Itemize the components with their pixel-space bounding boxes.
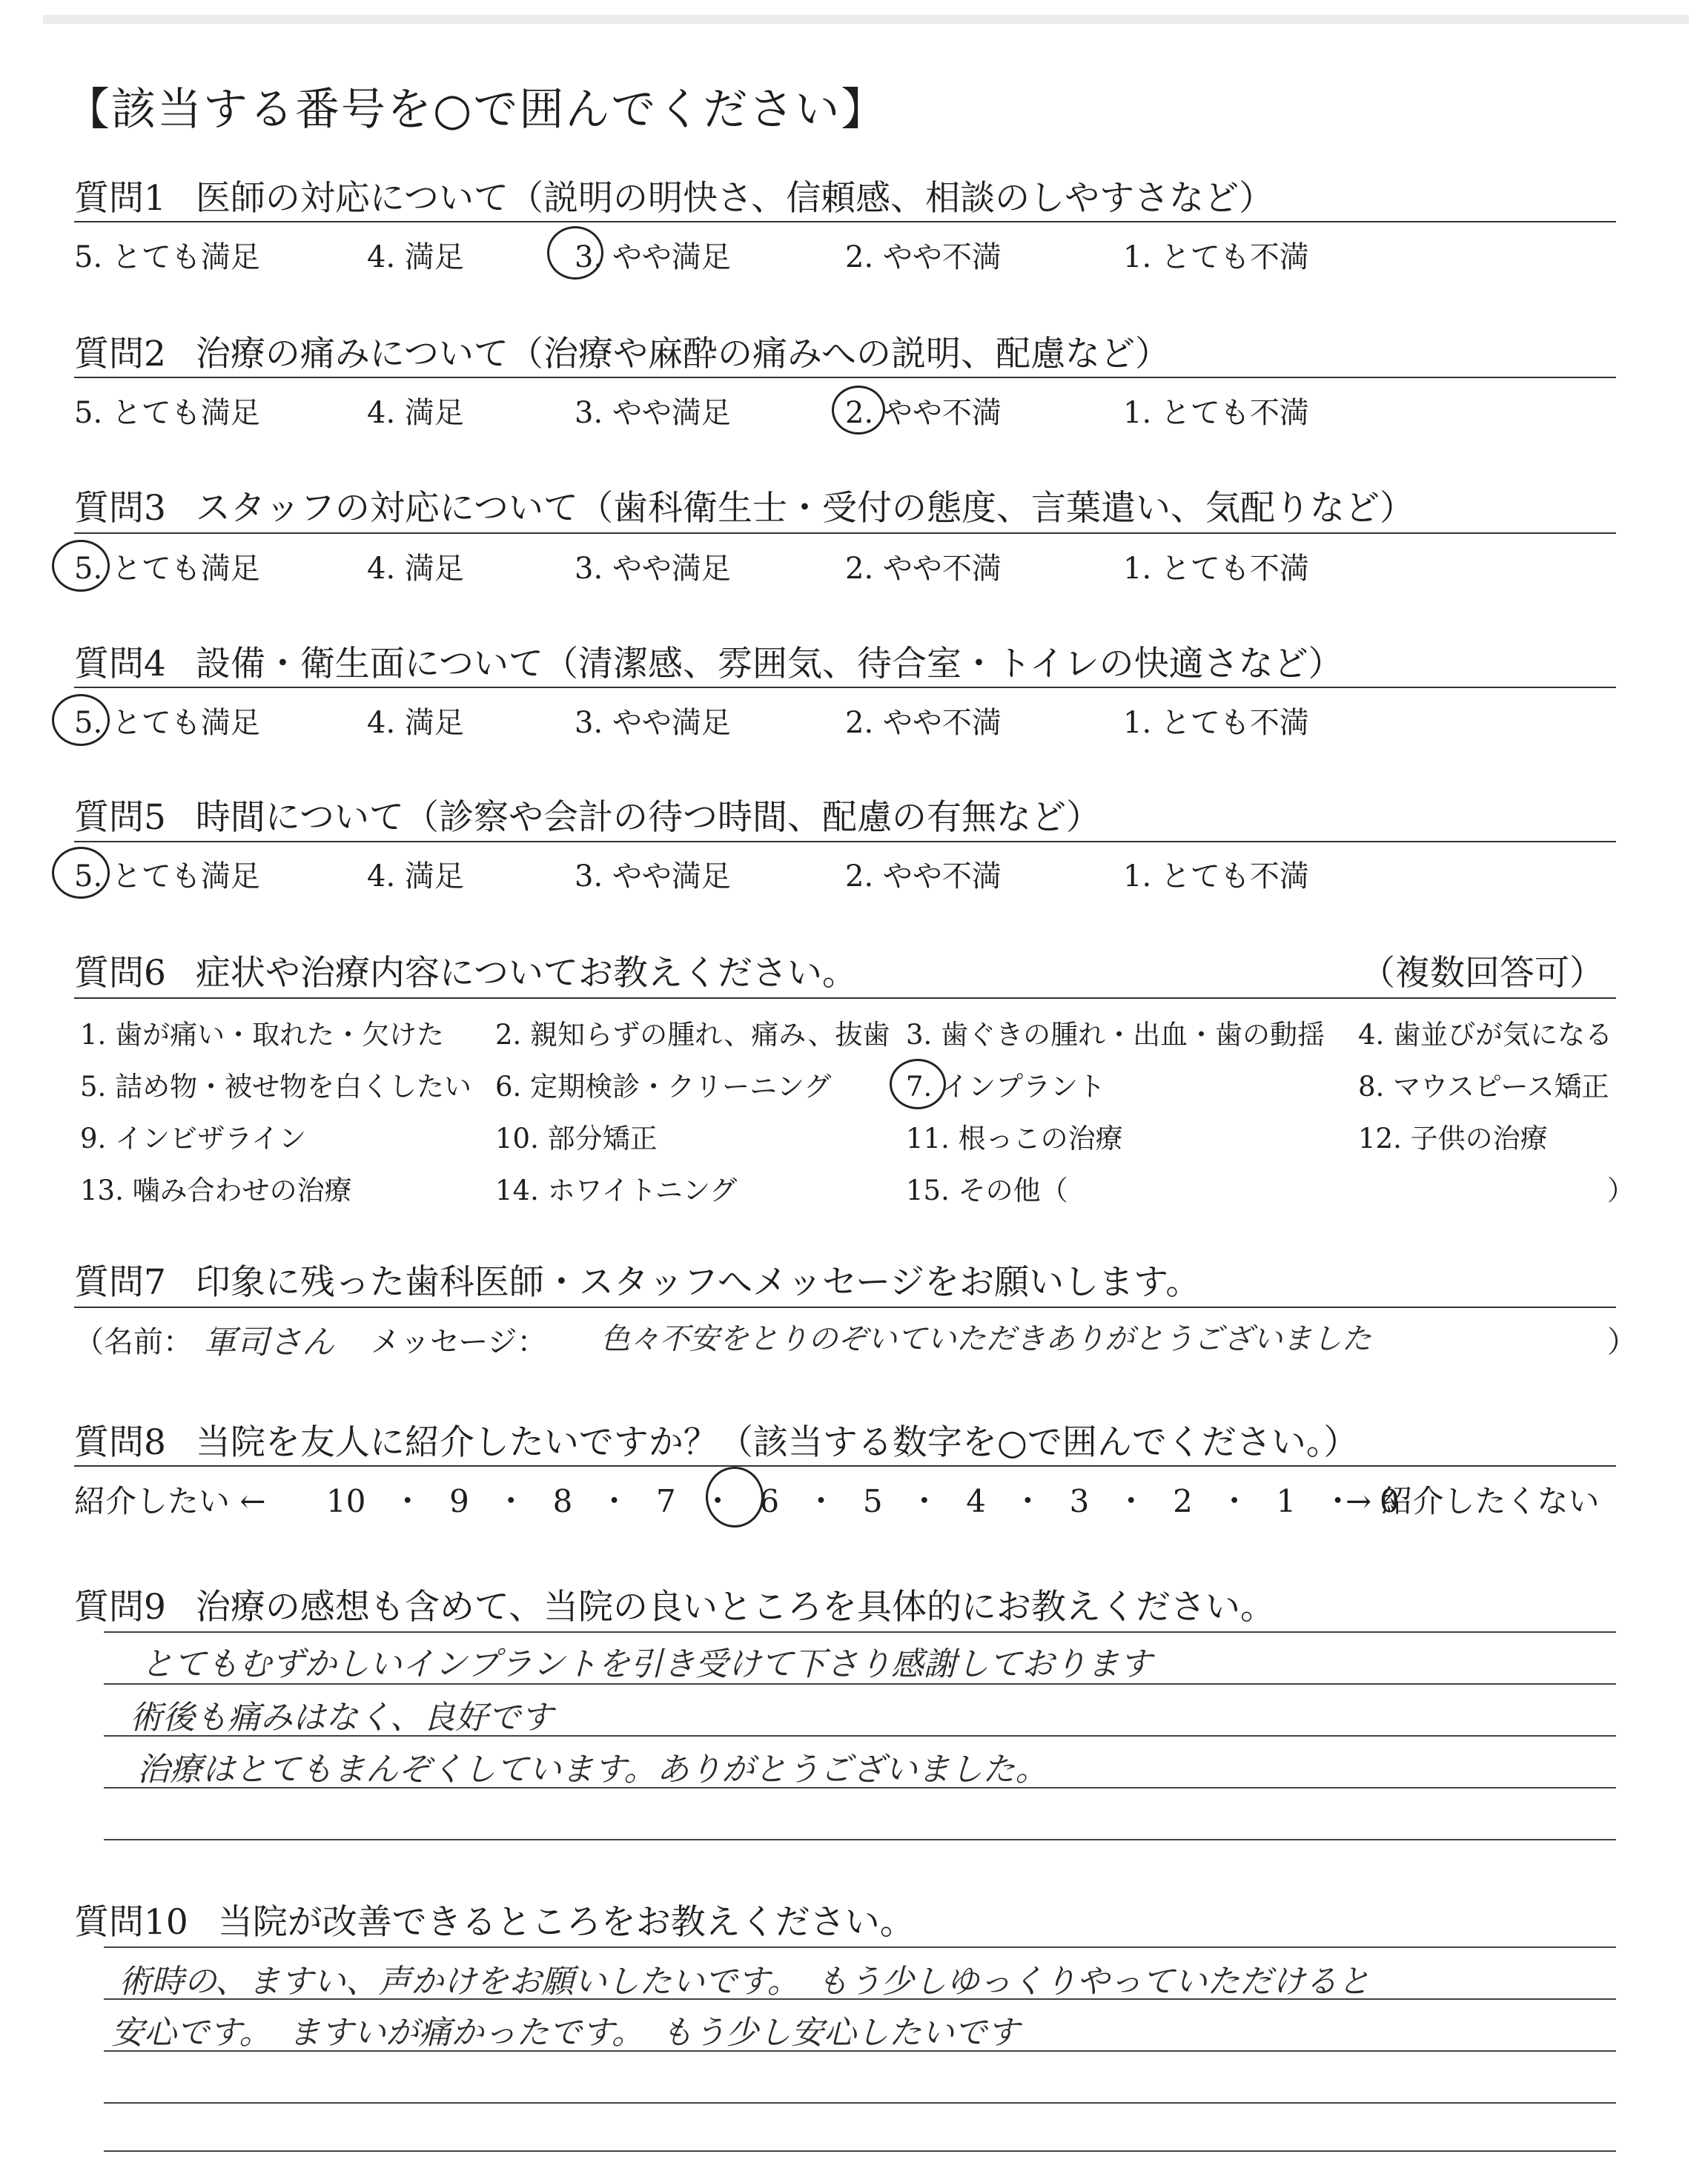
question-rule xyxy=(74,997,1616,999)
q6-item[interactable]: 8. マウスピース矯正 xyxy=(1358,1071,1609,1103)
q6-item[interactable]: 3. 歯ぐきの腫れ・出血・歯の動揺 xyxy=(906,1019,1325,1051)
q5-option-2[interactable]: 2. やや不満 xyxy=(845,859,1002,894)
message-label: メッセージ： xyxy=(371,1325,547,1359)
question-1 xyxy=(74,171,1274,220)
q2-option-1[interactable]: 1. とても不満 xyxy=(1123,396,1309,430)
question-2 xyxy=(74,326,1170,376)
question-number: 質問10 xyxy=(74,1902,188,1943)
q4-option-5[interactable]: 5. とても満足 xyxy=(74,706,260,740)
question-number: 質問9 xyxy=(74,1587,166,1628)
question-text: 当院を友人に紹介したいですか？（該当する数字を○で囲んでください。） xyxy=(195,1422,1359,1463)
question-3 xyxy=(74,480,1414,530)
q6-item[interactable]: 11. 根っこの治療 xyxy=(906,1123,1123,1155)
q9-answer-line[interactable]: 治療はとてもまんぞくしています。ありがとうございました。 xyxy=(137,1751,1048,1789)
selection-circle xyxy=(547,226,603,280)
selection-circle xyxy=(52,847,110,899)
question-number: 質問7 xyxy=(74,1262,166,1303)
q6-item[interactable]: 4. 歯並びが気になる xyxy=(1358,1019,1613,1051)
q4-option-3[interactable]: 3. やや満足 xyxy=(575,706,731,740)
recommend-scale[interactable]: 10 ・ 9 ・ 8 ・ 7 ・ 6 ・ 5 ・ 4 ・ 3 ・ 2 ・ 1 ・ 0 xyxy=(326,1483,1400,1519)
question-9 xyxy=(74,1579,1275,1629)
q6-other-close: ） xyxy=(1607,1175,1635,1206)
message-close: ） xyxy=(1607,1325,1637,1359)
multiple-answer-note: （複数回答可） xyxy=(1360,953,1604,994)
q6-item[interactable]: 9. インビザライン xyxy=(80,1123,306,1155)
question-text: 治療の感想も含めて、当院の良いところを具体的にお教えください。 xyxy=(195,1587,1275,1628)
q5-option-1[interactable]: 1. とても不満 xyxy=(1123,859,1309,894)
question-number: 質問1 xyxy=(74,178,166,219)
q6-item[interactable]: 7. インプラント xyxy=(906,1071,1106,1103)
question-6 xyxy=(74,945,857,995)
question-number: 質問6 xyxy=(74,953,166,994)
question-5 xyxy=(74,790,1101,839)
question-rule xyxy=(74,221,1616,222)
question-number: 質問4 xyxy=(74,644,166,684)
question-number: 質問3 xyxy=(74,488,166,529)
scale-right-label: → 紹介したくない xyxy=(1345,1483,1600,1519)
q5-option-3[interactable]: 3. やや満足 xyxy=(575,859,731,894)
selection-circle xyxy=(706,1467,764,1527)
question-7 xyxy=(74,1255,1200,1304)
q5-option-4[interactable]: 4. 満足 xyxy=(367,859,464,894)
question-8 xyxy=(74,1415,1358,1464)
question-text: 設備・衛生面について（清潔感、雰囲気、待合室・トイレの快適さなど） xyxy=(195,644,1343,684)
question-text: 医師の対応について（説明の明快さ、信頼感、相談のしやすさなど） xyxy=(195,178,1274,219)
answer-line xyxy=(104,2150,1616,2152)
q9-answer-line[interactable]: 術後も痛みはなく、良好です xyxy=(130,1699,554,1737)
q1-option-1[interactable]: 1. とても不満 xyxy=(1123,240,1309,274)
answer-line xyxy=(104,1839,1616,1840)
q3-option-3[interactable]: 3. やや満足 xyxy=(575,552,731,586)
form-instruction: 【該当する番号を○で囲んでください】 xyxy=(65,84,887,136)
q6-item[interactable]: 12. 子供の治療 xyxy=(1358,1123,1548,1155)
selection-circle xyxy=(832,386,885,435)
name-label: （名前： xyxy=(74,1325,193,1359)
q3-option-4[interactable]: 4. 満足 xyxy=(367,552,464,586)
question-rule xyxy=(74,841,1616,842)
question-rule xyxy=(74,687,1616,688)
question-text: 当院が改善できるところをお教えください。 xyxy=(217,1902,915,1943)
question-10 xyxy=(74,1895,915,1944)
question-number: 質問2 xyxy=(74,334,166,374)
question-text: 症状や治療内容についてお教えください。 xyxy=(195,953,857,994)
q10-answer-line[interactable]: 安心です。 ますいが痛かったです。 もう少し安心したいです xyxy=(111,2014,1019,2052)
q3-option-1[interactable]: 1. とても不満 xyxy=(1123,552,1309,586)
q3-option-5[interactable]: 5. とても満足 xyxy=(74,552,260,586)
selection-circle xyxy=(52,694,110,746)
scale-left-label: 紹介したい ← xyxy=(74,1483,266,1519)
question-number: 質問8 xyxy=(74,1422,166,1463)
q1-option-5[interactable]: 5. とても満足 xyxy=(74,240,260,274)
q4-option-2[interactable]: 2. やや不満 xyxy=(845,706,1002,740)
question-rule xyxy=(74,532,1616,534)
q2-option-5[interactable]: 5. とても満足 xyxy=(74,396,260,430)
q6-item[interactable]: 14. ホワイトニング xyxy=(495,1175,738,1206)
answer-line xyxy=(104,2102,1616,2104)
answer-line xyxy=(104,1631,1616,1633)
q6-item[interactable]: 2. 親知らずの腫れ、痛み、抜歯 xyxy=(495,1019,890,1051)
question-number: 質問5 xyxy=(74,797,166,838)
question-text: 治療の痛みについて（治療や麻酔の痛みへの説明、配慮など） xyxy=(195,334,1171,374)
q2-option-4[interactable]: 4. 満足 xyxy=(367,396,464,430)
q4-option-1[interactable]: 1. とても不満 xyxy=(1123,706,1309,740)
q6-item[interactable]: 1. 歯が痛い・取れた・欠けた xyxy=(80,1019,445,1051)
question-rule xyxy=(74,1465,1616,1467)
q2-option-3[interactable]: 3. やや満足 xyxy=(575,396,731,430)
q4-option-4[interactable]: 4. 満足 xyxy=(367,706,464,740)
q6-item[interactable]: 10. 部分矯正 xyxy=(495,1123,658,1155)
q1-option-4[interactable]: 4. 満足 xyxy=(367,240,464,274)
q9-answer-line[interactable]: とてもむずかしいインプラントを引き受けて下さり感謝しております xyxy=(141,1645,1152,1683)
message-handwritten[interactable]: 色々不安をとりのぞいていただきありがとうございました xyxy=(600,1322,1371,1356)
question-text: スタッフの対応について（歯科衛生士・受付の態度、言葉遣い、気配りなど） xyxy=(195,488,1414,529)
question-rule xyxy=(74,1307,1616,1308)
question-4 xyxy=(74,636,1343,686)
q1-option-3[interactable]: 3. やや満足 xyxy=(575,240,731,274)
question-text: 時間について（診察や会計の待つ時間、配慮の有無など） xyxy=(195,797,1101,838)
q5-option-5[interactable]: 5. とても満足 xyxy=(74,859,260,894)
q6-item[interactable]: 15. その他（ xyxy=(906,1175,1068,1206)
q6-item[interactable]: 6. 定期検診・クリーニング xyxy=(495,1071,832,1103)
question-rule xyxy=(74,377,1616,378)
question-text: 印象に残った歯科医師・スタッフへメッセージをお願いします。 xyxy=(195,1262,1201,1303)
selection-circle xyxy=(52,540,110,592)
selection-circle xyxy=(890,1059,946,1109)
name-handwritten[interactable]: 軍司さん xyxy=(204,1324,334,1361)
q2-option-2[interactable]: 2. やや不満 xyxy=(845,396,1002,430)
q6-item[interactable]: 13. 噛み合わせの治療 xyxy=(80,1175,352,1206)
page-top-edge xyxy=(43,15,1689,24)
q6-item[interactable]: 5. 詰め物・被せ物を白くしたい xyxy=(80,1071,472,1103)
q3-option-2[interactable]: 2. やや不満 xyxy=(845,552,1002,586)
q1-option-2[interactable]: 2. やや不満 xyxy=(845,240,1002,274)
q10-answer-line[interactable]: 術時の、ますい、声かけをお願いしたいです。 もう少しゆっくりやっていただけると xyxy=(119,1963,1371,2001)
answer-line xyxy=(104,1946,1616,1948)
